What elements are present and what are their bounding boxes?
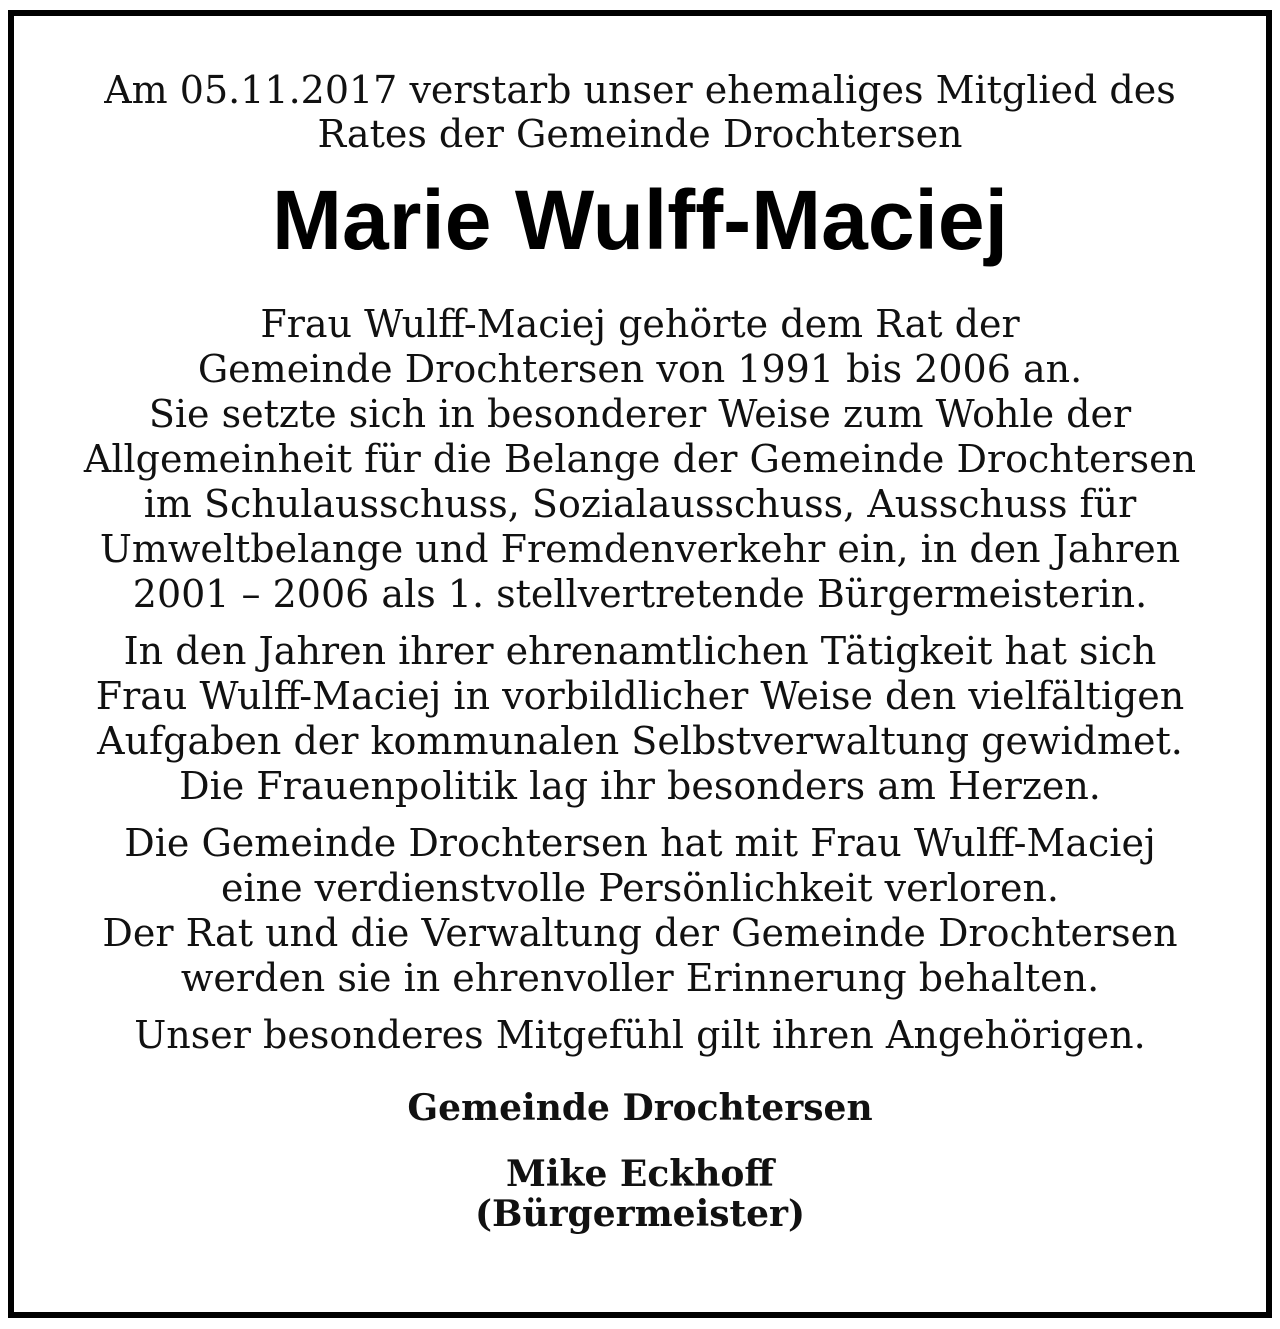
signature-role: (Bürgermeister)	[474, 1193, 806, 1235]
text-line: Unser besonderes Mitgefühl gilt ihren Angehörigen.	[134, 1013, 1146, 1057]
paragraph-service	[14, 302, 1266, 617]
text-line: Umweltbelange und Fremdenverkehr ein, in den Jahren	[99, 527, 1181, 571]
text-line: Aufgaben der kommunalen Selbstverwaltung gewidmet.	[97, 719, 1183, 763]
paragraph-loss	[14, 821, 1266, 1001]
text-line: im Schulausschuss, Sozialausschuss, Ausschuss für	[143, 482, 1137, 526]
text-line: Die Frauenpolitik lag ihr besonders am Herzen.	[179, 764, 1101, 808]
signature-person: Mike Eckhoff	[506, 1153, 774, 1195]
text-line: Sie setzte sich in besonderer Weise zum Wohle der	[148, 392, 1132, 436]
obituary-frame	[8, 10, 1272, 1318]
text-line: Die Gemeinde Drochtersen hat mit Frau Wulff-Maciej	[124, 821, 1156, 865]
text-line: eine verdienstvolle Persönlichkeit verloren.	[220, 866, 1060, 910]
text-line: 2001 – 2006 als 1. stellvertretende Bürgermeisterin.	[132, 572, 1148, 616]
text-line: Der Rat und die Verwaltung der Gemeinde Drochtersen	[102, 911, 1178, 955]
deceased-name: Marie Wulff-Maciej	[272, 173, 1008, 267]
text-line: In den Jahren ihrer ehrenamtlichen Tätigkeit hat sich	[123, 629, 1157, 673]
text-line: Gemeinde Drochtersen von 1991 bis 2006 an.	[197, 347, 1083, 391]
text-line: Allgemeinheit für die Belange der Gemeinde Drochtersen	[83, 437, 1197, 481]
paragraph-honorary-work	[14, 629, 1266, 809]
obituary-content	[14, 16, 1266, 1234]
intro-line: Rates der Gemeinde Drochtersen	[317, 112, 963, 156]
text-line: Frau Wulff-Maciej gehörte dem Rat der	[260, 302, 1020, 346]
intro-line: Am 05.11.2017 verstarb unser ehemaliges Mitglied des	[104, 68, 1176, 112]
text-line: Frau Wulff-Maciej in vorbildlicher Weise den vielfältigen	[95, 674, 1185, 718]
intro-text	[14, 68, 1266, 156]
signature-organization: Gemeinde Drochtersen	[407, 1087, 873, 1129]
paragraph-condolences	[14, 1013, 1266, 1058]
text-line: werden sie in ehrenvoller Erinnerung behalten.	[180, 956, 1100, 1000]
